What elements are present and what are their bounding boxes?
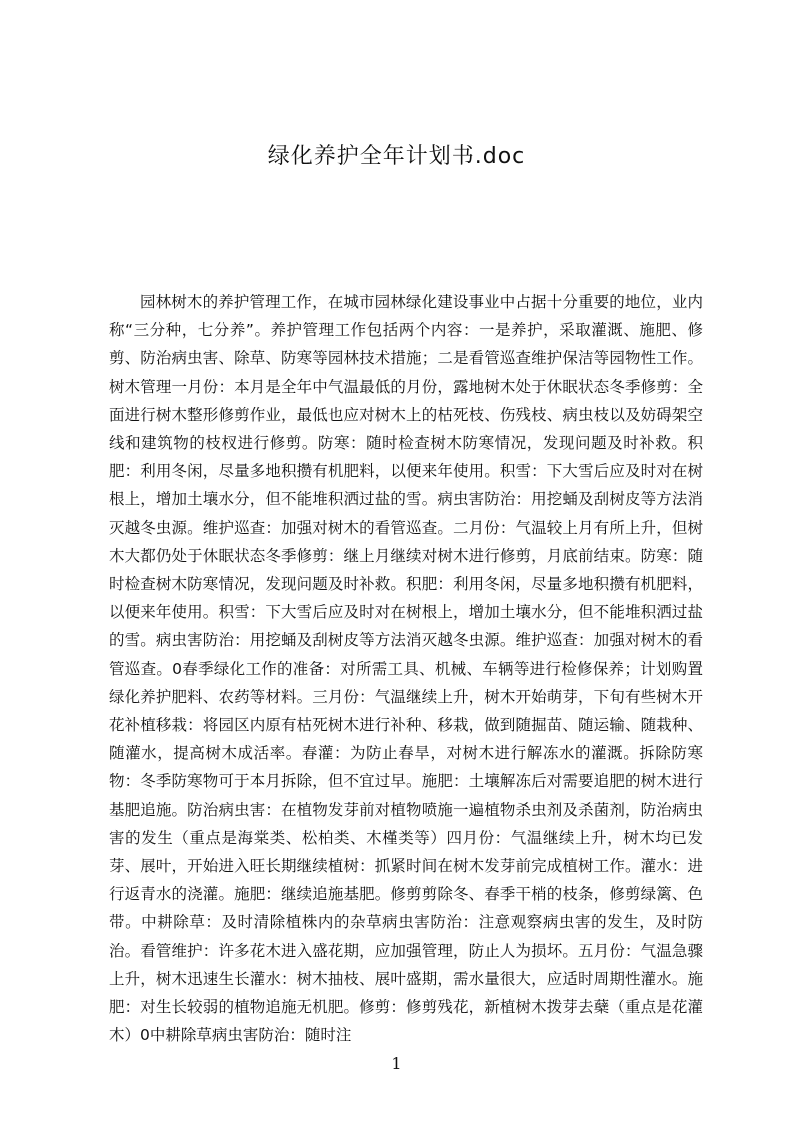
document-body-paragraph: 园林树木的养护管理工作，在城市园林绿化建设事业中占据十分重要的地位，业内称“三分种，七分养”。养护管理工作包括两个内容：一是养护，采取灌溉、施肥、修剪、防治病虫害、除草、防寒等园林技术措施；二是看管巡查维护保洁等园物性工作。树木管理一月份：本月是全年中气温最低的月份，露地树木处于休眠状态冬季修剪：全面进行树木整形修剪作业，最低也应对树木上的枯死枝、伤残枝、病虫枝以及妨碍架空线和建筑物的枝杈进行修剪。防寒：随时检查树木防寒情况，发现问题及时补救。积肥：利用冬闲，尽量多地积攒有机肥料，以便来年使用。积雪：下大雪后应及时对在树根上，增加土壤水分，但不能堆积洒过盐的雪。病虫害防治：用挖蛹及刮树皮等方法消灭越冬虫源。维护巡查：加强对树木的看管巡查。二月份：气温较上月有所上升，但树木大都仍处于休眠状态冬季修剪：继上月继续对树木进行修剪，月底前结束。防寒：随时检查树木防寒情况，发现问题及时补救。积肥：利用冬闲，尽量多地积攒有机肥料，以便来年使用。积雪：下大雪后应及时对在树根上，增加土壤水分，但不能堆积洒过盐的雪。病虫害防治：用挖蛹及刮树皮等方法消灭越冬虫源。维护巡查：加强对树木的看管巡查。0春季绿化工作的准备：对所需工具、机械、车辆等进行检修保养；计划购置绿化养护肥料、农药等材料。三月份：气温继续上升，树木开始萌芽，下旬有些树木开花补植移栽：将园区内原有枯死树木进行补种、移栽，做到随掘苗、随运输、随栽种、随灌水，提高树木成活率。春灌：为防止春旱，对树木进行解冻水的灌溉。拆除防寒物：冬季防寒物可于本月拆除，但不宜过早。施肥：土壤解冻后对需要追肥的树木进行基肥追施。防治病虫害：在植物发芽前对植物喷施一遍植物杀虫剂及杀菌剂，防治病虫害的发生（重点是海棠类、松柏类、木槿类等）四月份：气温继续上升，树木均已发芽、展叶，开始进入旺长期继续植树：抓紧时间在树木发芽前完成植树工作。灌水：进行返青水的浇灌。施肥：继续追施基肥。修剪剪除冬、春季干梢的枝条，修剪绿篱、色带。中耕除草：及时清除植株内的杂草病虫害防治：注意观察病虫害的发生，及时防治。看管维护：许多花木进入盛花期，应加强管理，防止人为损坏。五月份：气温急骤上升，树木迅速生长灌水：树木抽枝、展叶盛期，需水量很大，应适时周期性灌水。施肥：对生长较弱的植物追施无机肥。修剪：修剪残花，新植树木拨芽去蘖（重点是花灌木）0中耕除草病虫害防治：随时注: [109, 293, 703, 1045]
page-number: 1: [391, 1054, 402, 1073]
document-title: 绿化养护全年计划书.doc: [267, 144, 526, 169]
